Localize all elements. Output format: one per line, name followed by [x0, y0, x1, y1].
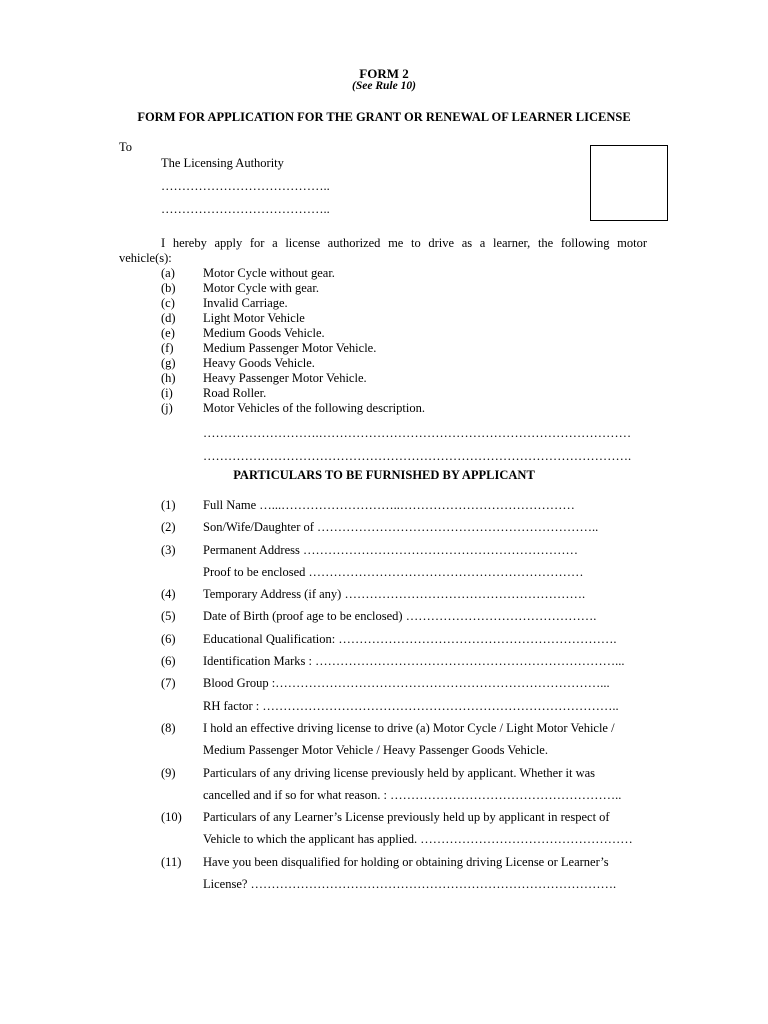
particular-number: (6) [161, 631, 176, 646]
particular-text: I hold an effective driving license to drive (a) Motor Cycle / Light Motor Vehicle / [203, 720, 615, 735]
description-line-1[interactable]: ……………………….………………………………………………………………… [203, 426, 632, 440]
vehicle-key: (i) [161, 386, 173, 400]
intro-line-2: vehicle(s): [119, 251, 172, 265]
vehicle-label: Motor Vehicles of the following description. [203, 401, 425, 415]
vehicle-label: Medium Passenger Motor Vehicle. [203, 341, 377, 355]
vehicle-label: Motor Cycle with gear. [203, 281, 319, 295]
particular-row[interactable] [161, 565, 651, 587]
description-line-2[interactable]: …………………………………………………………………………………………. [203, 449, 632, 463]
particular-text: Date of Birth (proof age to be enclosed) ………………………………………. [203, 609, 597, 624]
particular-text: Temporary Address (if any) …………………………………………………. [203, 587, 586, 602]
particular-text: Permanent Address ………………………………………………………… [203, 542, 578, 557]
rule-reference: (See Rule 10) [352, 80, 416, 92]
particular-row[interactable] [161, 587, 651, 609]
particular-text: Blood Group :……………………………………………………………………... [203, 676, 610, 691]
particular-number: (3) [161, 542, 176, 557]
vehicle-label: Light Motor Vehicle [203, 311, 305, 325]
particular-number: (7) [161, 676, 176, 691]
particular-row[interactable] [161, 699, 651, 721]
particular-row[interactable] [161, 543, 651, 565]
vehicle-key: (f) [161, 341, 174, 355]
photo-box [590, 145, 668, 221]
vehicle-label: Invalid Carriage. [203, 296, 288, 310]
particular-row[interactable] [161, 676, 651, 698]
particular-text: Son/Wife/Daughter of ………………………………………………………….. [203, 520, 599, 535]
licensing-authority: The Licensing Authority [161, 156, 284, 170]
particular-text: Vehicle to which the applicant has applied. …………………………………………… [203, 832, 633, 847]
particular-text: Full Name …...………………………..…………………………………… [203, 498, 575, 512]
particular-text: Particulars of any driving license previously held by applicant. Whether it was [203, 765, 596, 780]
form-title: FORM FOR APPLICATION FOR THE GRANT OR RENEWAL OF LEARNER LICENSE [137, 110, 631, 124]
vehicle-key: (g) [161, 356, 176, 370]
particular-row[interactable] [161, 766, 651, 788]
vehicle-key: (d) [161, 311, 176, 325]
vehicle-label: Heavy Passenger Motor Vehicle. [203, 371, 367, 385]
vehicle-key: (c) [161, 296, 175, 310]
particular-row[interactable] [161, 788, 651, 810]
form-number: FORM 2 [359, 66, 409, 81]
particular-row[interactable] [161, 721, 651, 743]
address-line-1[interactable]: ………………………………….. [161, 179, 330, 193]
particular-row[interactable] [161, 810, 651, 832]
particular-text: License? ……………………………………………………………………………. [203, 877, 617, 892]
particular-text: Medium Passenger Motor Vehicle / Heavy Passenger Goods Vehicle. [203, 743, 548, 758]
particular-number: (10) [161, 810, 182, 825]
address-line-2[interactable]: ………………………………….. [161, 202, 330, 216]
particular-row[interactable] [161, 520, 651, 542]
vehicle-label: Heavy Goods Vehicle. [203, 356, 315, 370]
particular-number: (9) [161, 765, 176, 780]
vehicle-key: (b) [161, 281, 176, 295]
particular-text: Particulars of any Learner’s License previously held up by applicant in respect of [203, 810, 610, 825]
particular-row[interactable] [161, 832, 651, 854]
particulars-heading: PARTICULARS TO BE FURNISHED BY APPLICANT [233, 468, 535, 482]
particular-number: (2) [161, 520, 176, 535]
particular-text: Proof to be enclosed ………………………………………………………… [203, 564, 584, 579]
particular-text: Identification Marks : ………………………………………………………………... [203, 654, 625, 669]
to-label: To [119, 140, 133, 154]
particular-number: (11) [161, 854, 182, 869]
particular-row[interactable] [161, 609, 651, 631]
vehicle-label: Medium Goods Vehicle. [203, 326, 325, 340]
vehicle-key: (j) [161, 401, 173, 415]
particular-row[interactable] [161, 877, 651, 899]
vehicle-label: Road Roller. [203, 386, 267, 400]
particular-text: Educational Qualification: …………………………………………………………. [203, 631, 617, 646]
particular-row[interactable] [161, 654, 651, 676]
intro-line-1: I hereby apply for a license authorized me to drive as a learner, the following motor [161, 236, 647, 250]
particular-text: Have you been disqualified for holding or obtaining driving License or Learner’s [203, 854, 609, 869]
particular-number: (4) [161, 587, 176, 602]
particulars-list [161, 498, 651, 899]
particular-number: (1) [161, 498, 176, 512]
particular-number: (6) [161, 654, 176, 669]
vehicle-key: (e) [161, 326, 175, 340]
particular-row[interactable] [161, 498, 651, 520]
particular-number: (8) [161, 720, 176, 735]
vehicle-key: (h) [161, 371, 176, 385]
vehicle-label: Motor Cycle without gear. [203, 266, 335, 280]
particular-text: RH factor : ………………………………………………………………………….. [203, 698, 619, 713]
particular-row[interactable] [161, 743, 651, 765]
vehicle-key: (a) [161, 266, 175, 280]
particular-text: cancelled and if so for what reason. : ……………………………………………….. [203, 787, 622, 802]
particular-row[interactable] [161, 855, 651, 877]
particular-number: (5) [161, 609, 176, 624]
particular-row[interactable] [161, 632, 651, 654]
